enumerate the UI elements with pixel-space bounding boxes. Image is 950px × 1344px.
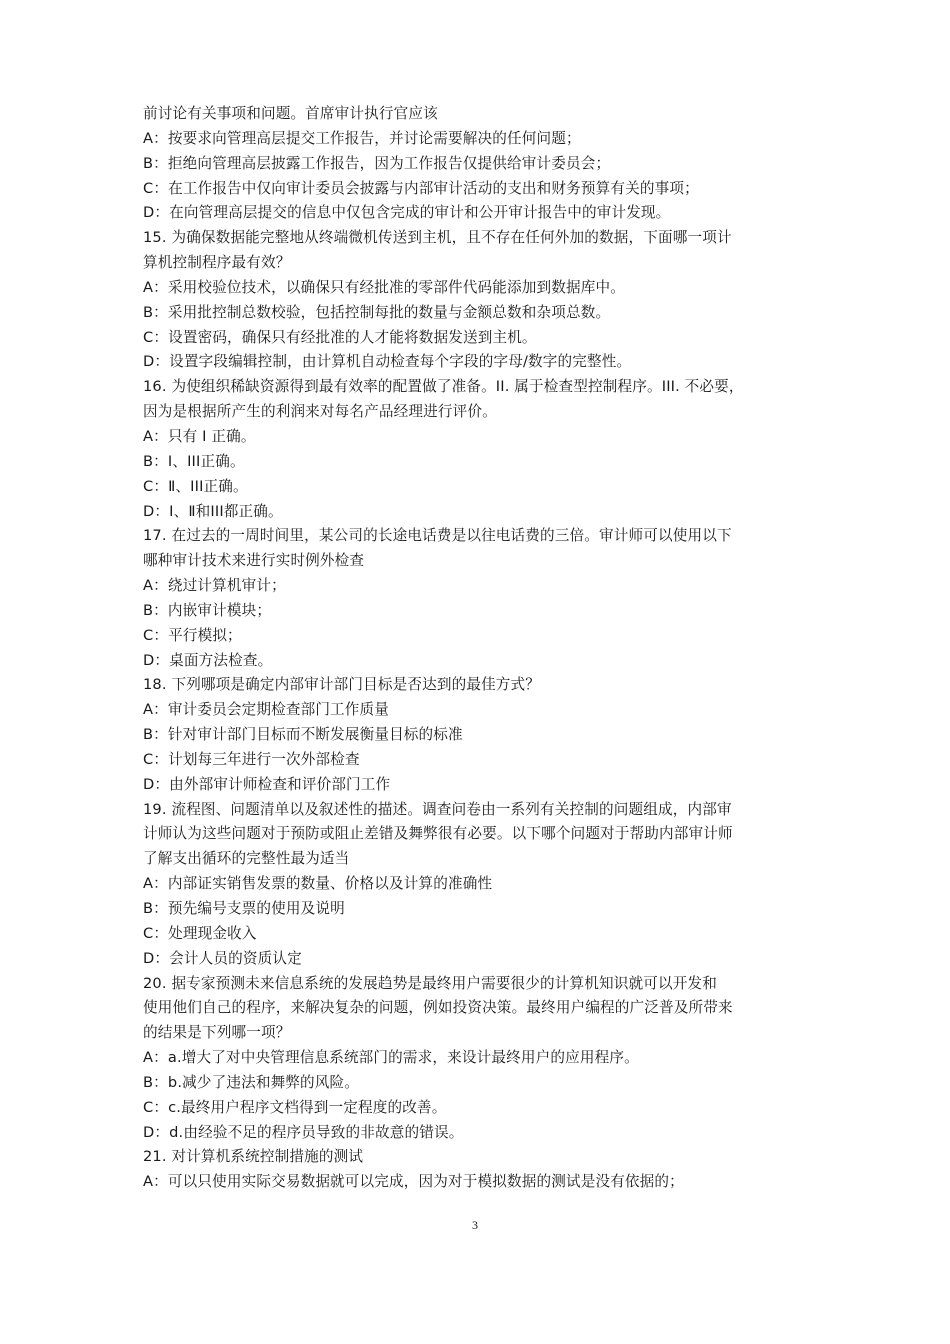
text-line: 使用他们自己的程序，来解决复杂的问题，例如投资决策。最终用户编程的广泛普及所带来: [143, 999, 733, 1017]
text-line: C：在工作报告中仅向审计委员会披露与内部审计活动的支出和财务预算有关的事项；: [143, 179, 699, 197]
text-line: 哪种审计技术来进行实时例外检查: [143, 552, 365, 570]
text-line: 20. 据专家预测未来信息系统的发展趋势是最终用户需要很少的计算机知识就可以开发和: [143, 974, 717, 992]
text-line: B：预先编号支票的使用及说明: [143, 900, 345, 917]
text-line: B：采用批控制总数校验，包括控制每批的数量与金额总数和杂项总数。: [143, 303, 611, 321]
text-line: D：桌面方法检查。: [143, 651, 273, 669]
text-line: 15. 为确保数据能完整地从终端微机传送到主机，且不存在任何外加的数据，下面哪一项计: [143, 229, 732, 247]
text-line: D：由外部审计师检查和评价部门工作: [143, 775, 391, 793]
text-line: 21. 对计算机系统控制措施的测试: [143, 1148, 364, 1166]
text-line: D：在向管理高层提交的信息中仅包含完成的审计和公开审计报告中的审计发现。: [143, 204, 671, 222]
text-line: B：I、III正确。: [143, 452, 245, 470]
text-line: 18. 下列哪项是确定内部审计部门目标是否达到的最佳方式？: [143, 676, 541, 694]
text-line: A：绕过计算机审计；: [143, 577, 286, 595]
text-line: C：处理现金收入: [143, 924, 257, 942]
text-line: 16. 为使组织稀缺资源得到最有效率的配置做了准备。II. 属于检查型控制程序。III. 不必要，: [143, 378, 744, 396]
page-number: 3: [472, 1218, 478, 1232]
text-line: B：针对审计部门目标而不断发展衡量目标的标准: [143, 726, 463, 744]
text-line: 因为是根据所产生的利润来对每名产品经理进行评价。: [143, 403, 497, 421]
text-line: C：c.最终用户程序文档得到一定程度的改善。: [143, 1098, 447, 1116]
text-line: 的结果是下列哪一项？: [143, 1024, 291, 1042]
text-line: D：d.由经验不足的程序员导致的非故意的错误。: [143, 1123, 464, 1141]
text-line: A：按要求向管理高层提交工作报告，并讨论需要解决的任何问题；: [143, 129, 581, 147]
text-line: A：只有 I 正确。: [143, 427, 256, 445]
text-line: 17. 在过去的一周时间里，某公司的长途电话费是以往电话费的三倍。审计师可以使用以下: [143, 527, 732, 545]
text-line: C：平行模拟；: [143, 626, 242, 644]
text-line: A：可以只使用实际交易数据就可以完成，因为对于模拟数据的测试是没有依据的；: [143, 1173, 684, 1191]
text-line: B：b.减少了违法和舞弊的风险。: [143, 1073, 360, 1091]
text-line: D：I、Ⅱ和III都正确。: [143, 502, 283, 520]
page-body: [143, 102, 823, 1195]
text-line: 算机控制程序最有效？: [143, 254, 291, 272]
text-line: A：采用校验位技术，以确保只有经批准的零部件代码能添加到数据库中。: [143, 278, 625, 296]
text-line: B：内嵌审计模块；: [143, 601, 272, 619]
text-line: D：设置字段编辑控制，由计算机自动检查每个字段的字母/数字的完整性。: [143, 353, 632, 371]
text-line: D：会计人员的资质认定: [143, 949, 302, 967]
text-line: A：审计委员会定期检查部门工作质量: [143, 701, 390, 719]
text-line: 19. 流程图、问题清单以及叙述性的描述。调查问卷由一系列有关控制的问题组成，内部审: [143, 800, 732, 818]
text-line: A：内部证实销售发票的数量、价格以及计算的准确性: [143, 875, 493, 893]
text-line: B：拒绝向管理高层披露工作报告，因为工作报告仅提供给审计委员会；: [143, 154, 611, 172]
text-line: C：Ⅱ、III正确。: [143, 477, 248, 495]
text-line: 计师认为这些问题对于预防或阻止差错及舞弊很有必要。以下哪个问题对于帮助内部审计师: [143, 825, 733, 843]
text-line: 了解支出循环的完整性最为适当: [143, 850, 350, 868]
text-line: 前讨论有关事项和问题。首席审计执行官应该: [143, 105, 438, 122]
text-line: C：计划每三年进行一次外部检查: [143, 750, 360, 768]
text-line: C：设置密码，确保只有经批准的人才能将数据发送到主机。: [143, 328, 537, 346]
text-line: A：a.增大了对中央管理信息系统部门的需求，来设计最终用户的应用程序。: [143, 1049, 639, 1067]
